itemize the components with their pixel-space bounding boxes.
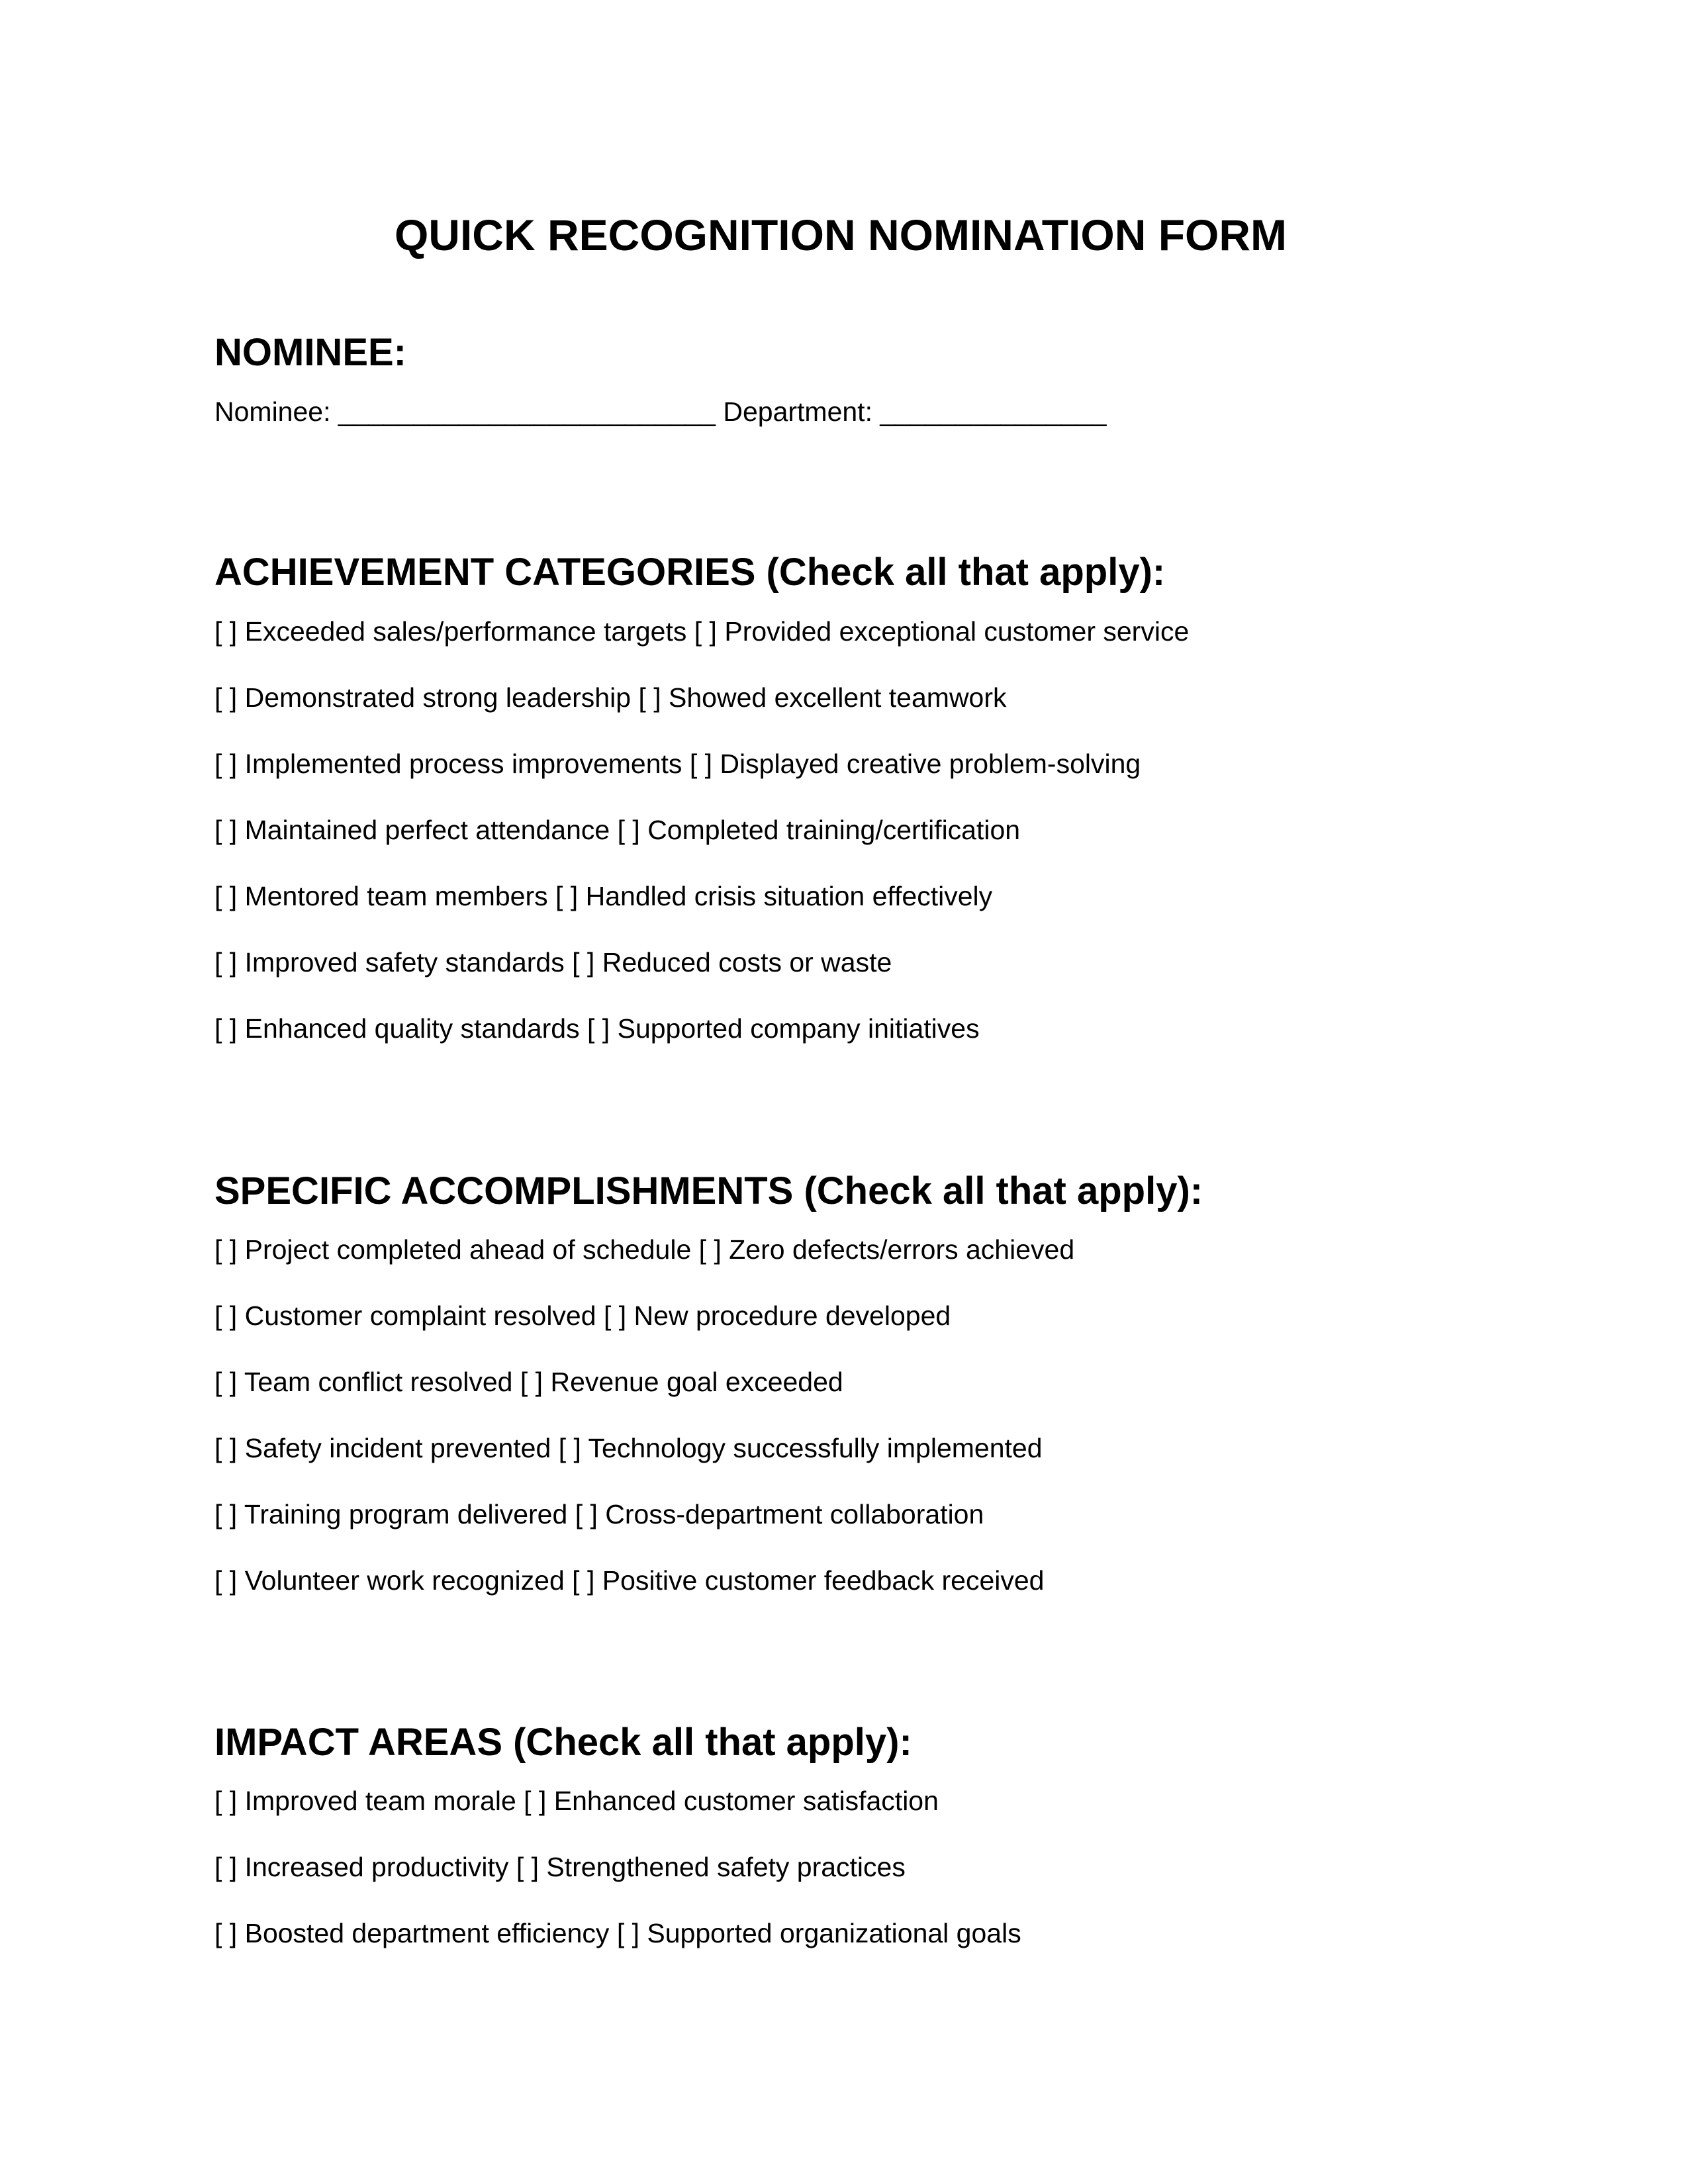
checkbox[interactable]: [ ]: [616, 1918, 639, 1948]
checkbox[interactable]: [ ]: [214, 616, 238, 647]
checklist-item: [572, 947, 892, 978]
checklist-item-label: Technology successfully implemented: [588, 1433, 1043, 1463]
checkbox[interactable]: [ ]: [214, 947, 238, 978]
checklist-item-label: Volunteer work recognized: [244, 1565, 565, 1596]
checklist-item: [604, 1300, 951, 1331]
checklist-item-label: Safety incident prevented: [244, 1433, 551, 1463]
checklist-row: [214, 1234, 1074, 1266]
checklist-item-label: Mentored team members: [244, 881, 548, 911]
checklist-item-label: Enhanced customer satisfaction: [553, 1786, 939, 1816]
checklist-item-label: Implemented process improvements: [244, 749, 682, 779]
checklist-row: [214, 946, 892, 979]
checkbox[interactable]: [ ]: [572, 1565, 595, 1596]
checklist-item-label: New procedure developed: [633, 1300, 951, 1331]
checkbox[interactable]: [ ]: [572, 947, 595, 978]
checkbox[interactable]: [ ]: [214, 815, 238, 845]
checklist-item: [520, 1367, 843, 1397]
achievement-categories-heading: ACHIEVEMENT CATEGORIES (Check all that apply):: [214, 551, 1166, 594]
checkbox[interactable]: [ ]: [214, 1367, 238, 1397]
checkbox[interactable]: [ ]: [214, 1852, 238, 1882]
checklist-item: [516, 1852, 906, 1882]
nominee-field[interactable]: _________________________: [338, 396, 716, 427]
checklist-item-label: Improved team morale: [244, 1786, 516, 1816]
checklist-item: [214, 947, 565, 978]
nominee-label: Nominee:: [214, 396, 331, 427]
checkbox[interactable]: [ ]: [617, 815, 640, 845]
checklist-item-label: Demonstrated strong leadership: [244, 682, 632, 713]
checklist-item: [559, 1433, 1043, 1463]
impact-areas-heading: IMPACT AREAS (Check all that apply):: [214, 1721, 912, 1764]
checkbox[interactable]: [ ]: [214, 1786, 238, 1816]
checklist-item: [214, 1234, 691, 1265]
checklist-item-label: Showed excellent teamwork: [669, 682, 1007, 713]
checklist-item-label: Improved safety standards: [244, 947, 565, 978]
checklist-item: [690, 749, 1141, 779]
checklist-item: [699, 1234, 1074, 1265]
checklist-item: [587, 1013, 980, 1044]
checklist-row: [214, 615, 1189, 648]
checkbox[interactable]: [ ]: [698, 1234, 722, 1265]
checklist-item: [572, 1565, 1044, 1596]
checklist-row: [214, 814, 1020, 846]
checklist-item-label: Completed training/certification: [647, 815, 1021, 845]
checkbox[interactable]: [ ]: [214, 1234, 238, 1265]
checklist-item-label: Exceeded sales/performance targets: [244, 616, 687, 647]
checklist-item: [214, 1786, 516, 1816]
checklist-row: [214, 1366, 843, 1398]
checklist-item: [214, 1565, 565, 1596]
checklist-item-label: Increased productivity: [244, 1852, 509, 1882]
checkbox[interactable]: [ ]: [214, 881, 238, 911]
checklist-row: [214, 682, 1007, 714]
checkbox[interactable]: [ ]: [214, 1013, 238, 1044]
checkbox[interactable]: [ ]: [214, 1499, 238, 1529]
checkbox[interactable]: [ ]: [638, 682, 661, 713]
checklist-row: [214, 1498, 984, 1531]
checkbox[interactable]: [ ]: [214, 1565, 238, 1596]
checklist-item-label: Maintained perfect attendance: [244, 815, 610, 845]
checklist-item-label: Training program delivered: [244, 1499, 568, 1529]
checklist-row: [214, 1300, 951, 1332]
checklist-item-label: Revenue goal exceeded: [550, 1367, 843, 1397]
checkbox[interactable]: [ ]: [555, 881, 579, 911]
department-label: Department:: [723, 396, 872, 427]
checklist-item-label: Customer complaint resolved: [244, 1300, 596, 1331]
checklist-item: [214, 1013, 580, 1044]
checklist-item: [214, 881, 548, 911]
checklist-item-label: Positive customer feedback received: [602, 1565, 1045, 1596]
checklist-item: [214, 749, 682, 779]
checklist-item: [214, 616, 686, 647]
checklist-item-label: Team conflict resolved: [244, 1367, 513, 1397]
checklist-item-label: Strengthened safety practices: [546, 1852, 906, 1882]
checklist-row: [214, 1785, 939, 1817]
checklist-item: [575, 1499, 984, 1529]
checklist-item-label: Project completed ahead of schedule: [244, 1234, 692, 1265]
checkbox[interactable]: [ ]: [689, 749, 713, 779]
checkbox[interactable]: [ ]: [587, 1013, 610, 1044]
checklist-row: [214, 1013, 980, 1045]
checklist-item-label: Supported company initiatives: [617, 1013, 980, 1044]
checklist-item-label: Boosted department efficiency: [244, 1918, 610, 1948]
checklist-row: [214, 880, 992, 913]
checklist-item-label: Handled crisis situation effectively: [585, 881, 993, 911]
checklist-item: [214, 1918, 609, 1948]
checkbox[interactable]: [ ]: [524, 1786, 547, 1816]
checklist-row: [214, 748, 1141, 780]
checklist-item: [214, 682, 631, 713]
specific-accomplishments-heading: SPECIFIC ACCOMPLISHMENTS (Check all that apply):: [214, 1169, 1203, 1212]
checklist-item: [214, 1499, 567, 1529]
checklist-item: [638, 682, 1006, 713]
checkbox[interactable]: [ ]: [558, 1433, 581, 1463]
checkbox[interactable]: [ ]: [520, 1367, 543, 1397]
checklist-row: [214, 1851, 906, 1884]
checklist-item-label: Cross-department collaboration: [605, 1499, 984, 1529]
checkbox[interactable]: [ ]: [214, 1433, 238, 1463]
checklist-item: [618, 815, 1020, 845]
checkbox[interactable]: [ ]: [603, 1300, 627, 1331]
checklist-item: [555, 881, 992, 911]
checkbox[interactable]: [ ]: [214, 1918, 238, 1948]
checklist-item: [214, 1367, 512, 1397]
checkbox[interactable]: [ ]: [214, 1300, 238, 1331]
checkbox[interactable]: [ ]: [214, 682, 238, 713]
checklist-item-label: Provided exceptional customer service: [724, 616, 1190, 647]
checklist-row: [214, 1565, 1044, 1597]
checkbox[interactable]: [ ]: [575, 1499, 598, 1529]
checklist-item: [214, 815, 610, 845]
checklist-item-label: Supported organizational goals: [647, 1918, 1021, 1948]
nominee-line: [214, 396, 1106, 428]
checklist-row: [214, 1432, 1043, 1465]
checklist-item-label: Enhanced quality standards: [244, 1013, 580, 1044]
checklist-item: [617, 1918, 1021, 1948]
checklist-item: [214, 1300, 596, 1331]
nominee-heading: NOMINEE:: [214, 331, 406, 374]
checklist-row: [214, 1917, 1021, 1950]
checklist-item-label: Reduced costs or waste: [602, 947, 892, 978]
department-field[interactable]: _______________: [880, 396, 1107, 427]
page-title: QUICK RECOGNITION NOMINATION FORM: [394, 210, 1288, 259]
checkbox[interactable]: [ ]: [214, 749, 238, 779]
checklist-item: [694, 616, 1189, 647]
checklist-item-label: Displayed creative problem-solving: [720, 749, 1141, 779]
checkbox[interactable]: [ ]: [516, 1852, 539, 1882]
checklist-item: [214, 1433, 551, 1463]
checklist-item-label: Zero defects/errors achieved: [729, 1234, 1075, 1265]
checklist-item: [214, 1852, 508, 1882]
checkbox[interactable]: [ ]: [694, 616, 717, 647]
checklist-item: [524, 1786, 939, 1816]
